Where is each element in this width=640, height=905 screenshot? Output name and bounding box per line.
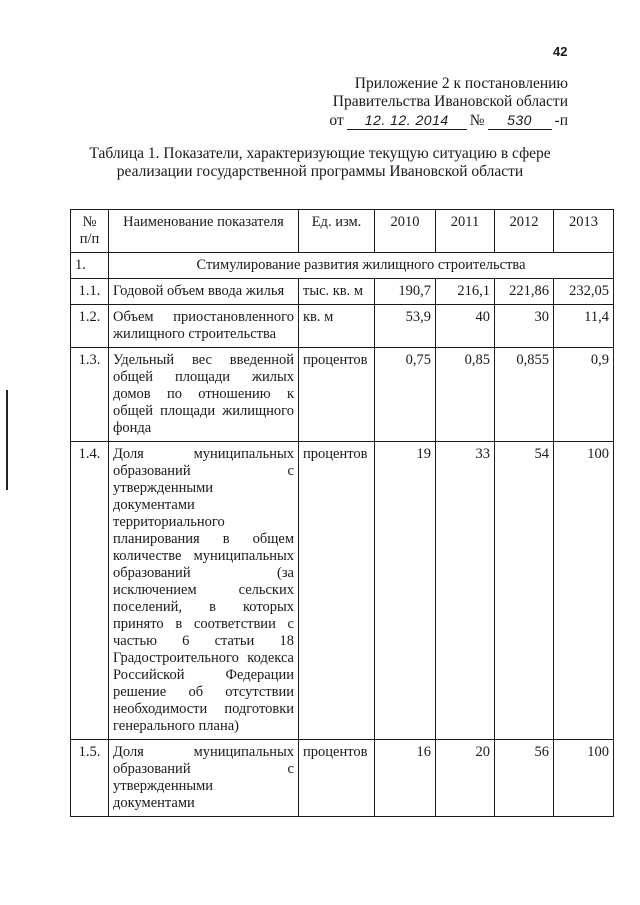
row-value-2013: 100 — [554, 442, 614, 740]
section-num: 1. — [71, 253, 109, 279]
row-num: 1.5. — [71, 740, 109, 817]
appendix-header — [329, 75, 568, 130]
row-value-2011: 0,85 — [436, 348, 495, 442]
row-num: 1.4. — [71, 442, 109, 740]
margin-mark — [6, 390, 8, 490]
header-name: Наименование показателя — [109, 210, 299, 253]
row-value-2010: 0,75 — [375, 348, 436, 442]
row-unit: процентов — [299, 442, 375, 740]
row-value-2010: 190,7 — [375, 279, 436, 305]
row-unit: тыс. кв. м — [299, 279, 375, 305]
row-value-2011: 33 — [436, 442, 495, 740]
row-value-2010: 53,9 — [375, 305, 436, 348]
number-label: № — [469, 112, 485, 129]
table-row — [71, 348, 614, 442]
indicators-table — [70, 209, 614, 817]
section-title: Стимулирование развития жилищного строительства — [109, 253, 614, 279]
row-unit: кв. м — [299, 305, 375, 348]
table-title-line-2: реализации государственной программы Ивановской области — [116, 163, 524, 180]
header-2011: 2011 — [436, 210, 495, 253]
row-unit: процентов — [299, 348, 375, 442]
appendix-line-1: Приложение 2 к постановлению — [354, 75, 568, 92]
row-value-2012: 0,855 — [495, 348, 554, 442]
header-unit: Ед. изм. — [299, 210, 375, 253]
row-value-2013: 11,4 — [554, 305, 614, 348]
page-number: 42 — [553, 44, 568, 59]
table-header-row — [71, 210, 614, 253]
row-value-2010: 16 — [375, 740, 436, 817]
row-value-2013: 232,05 — [554, 279, 614, 305]
row-value-2011: 216,1 — [436, 279, 495, 305]
appendix-line-3 — [329, 111, 568, 130]
row-name: Годовой объем ввода жилья — [109, 279, 299, 305]
row-value-2013: 0,9 — [554, 348, 614, 442]
row-value-2010: 19 — [375, 442, 436, 740]
number-suffix: -п — [554, 112, 568, 129]
row-name: Объем приостановленного жилищного строительства — [109, 305, 299, 348]
header-2012: 2012 — [495, 210, 554, 253]
row-value-2012: 30 — [495, 305, 554, 348]
row-value-2012: 221,86 — [495, 279, 554, 305]
table-title-line-1: Таблица 1. Показатели, характеризующие текущую ситуацию в сфере — [89, 145, 551, 162]
table-row — [71, 279, 614, 305]
row-unit: процентов — [299, 740, 375, 817]
row-num: 1.2. — [71, 305, 109, 348]
table-row — [71, 740, 614, 817]
header-2010: 2010 — [375, 210, 436, 253]
table-row — [71, 305, 614, 348]
row-value-2012: 54 — [495, 442, 554, 740]
row-name: Удельный вес введенной общей площади жилых домов по отношению к общей площади жилищного фонда — [109, 348, 299, 442]
row-value-2011: 40 — [436, 305, 495, 348]
handwritten-number: 530 — [488, 111, 552, 130]
row-name: Доля муниципальных образований с утвержденными документами — [109, 740, 299, 817]
section-row — [71, 253, 614, 279]
from-label: от — [329, 112, 344, 129]
row-name: Доля муниципальных образований с утвержденными документами территориального планирования в общем количестве муниципальных образований (за исключением сельских поселений, в которых принято в соответствии с частью 6 статьи 18 Градостроительного кодекса Российской Федерации решение об отсутствии необходимости подготовки генерального плана) — [109, 442, 299, 740]
row-value-2012: 56 — [495, 740, 554, 817]
row-value-2013: 100 — [554, 740, 614, 817]
row-num: 1.1. — [71, 279, 109, 305]
header-num: № п/п — [71, 210, 109, 253]
row-value-2011: 20 — [436, 740, 495, 817]
appendix-line-2: Правительства Ивановской области — [332, 93, 568, 110]
table-row — [71, 442, 614, 740]
row-num: 1.3. — [71, 348, 109, 442]
table-title — [0, 145, 640, 181]
handwritten-date: 12. 12. 2014 — [347, 111, 467, 130]
header-2013: 2013 — [554, 210, 614, 253]
